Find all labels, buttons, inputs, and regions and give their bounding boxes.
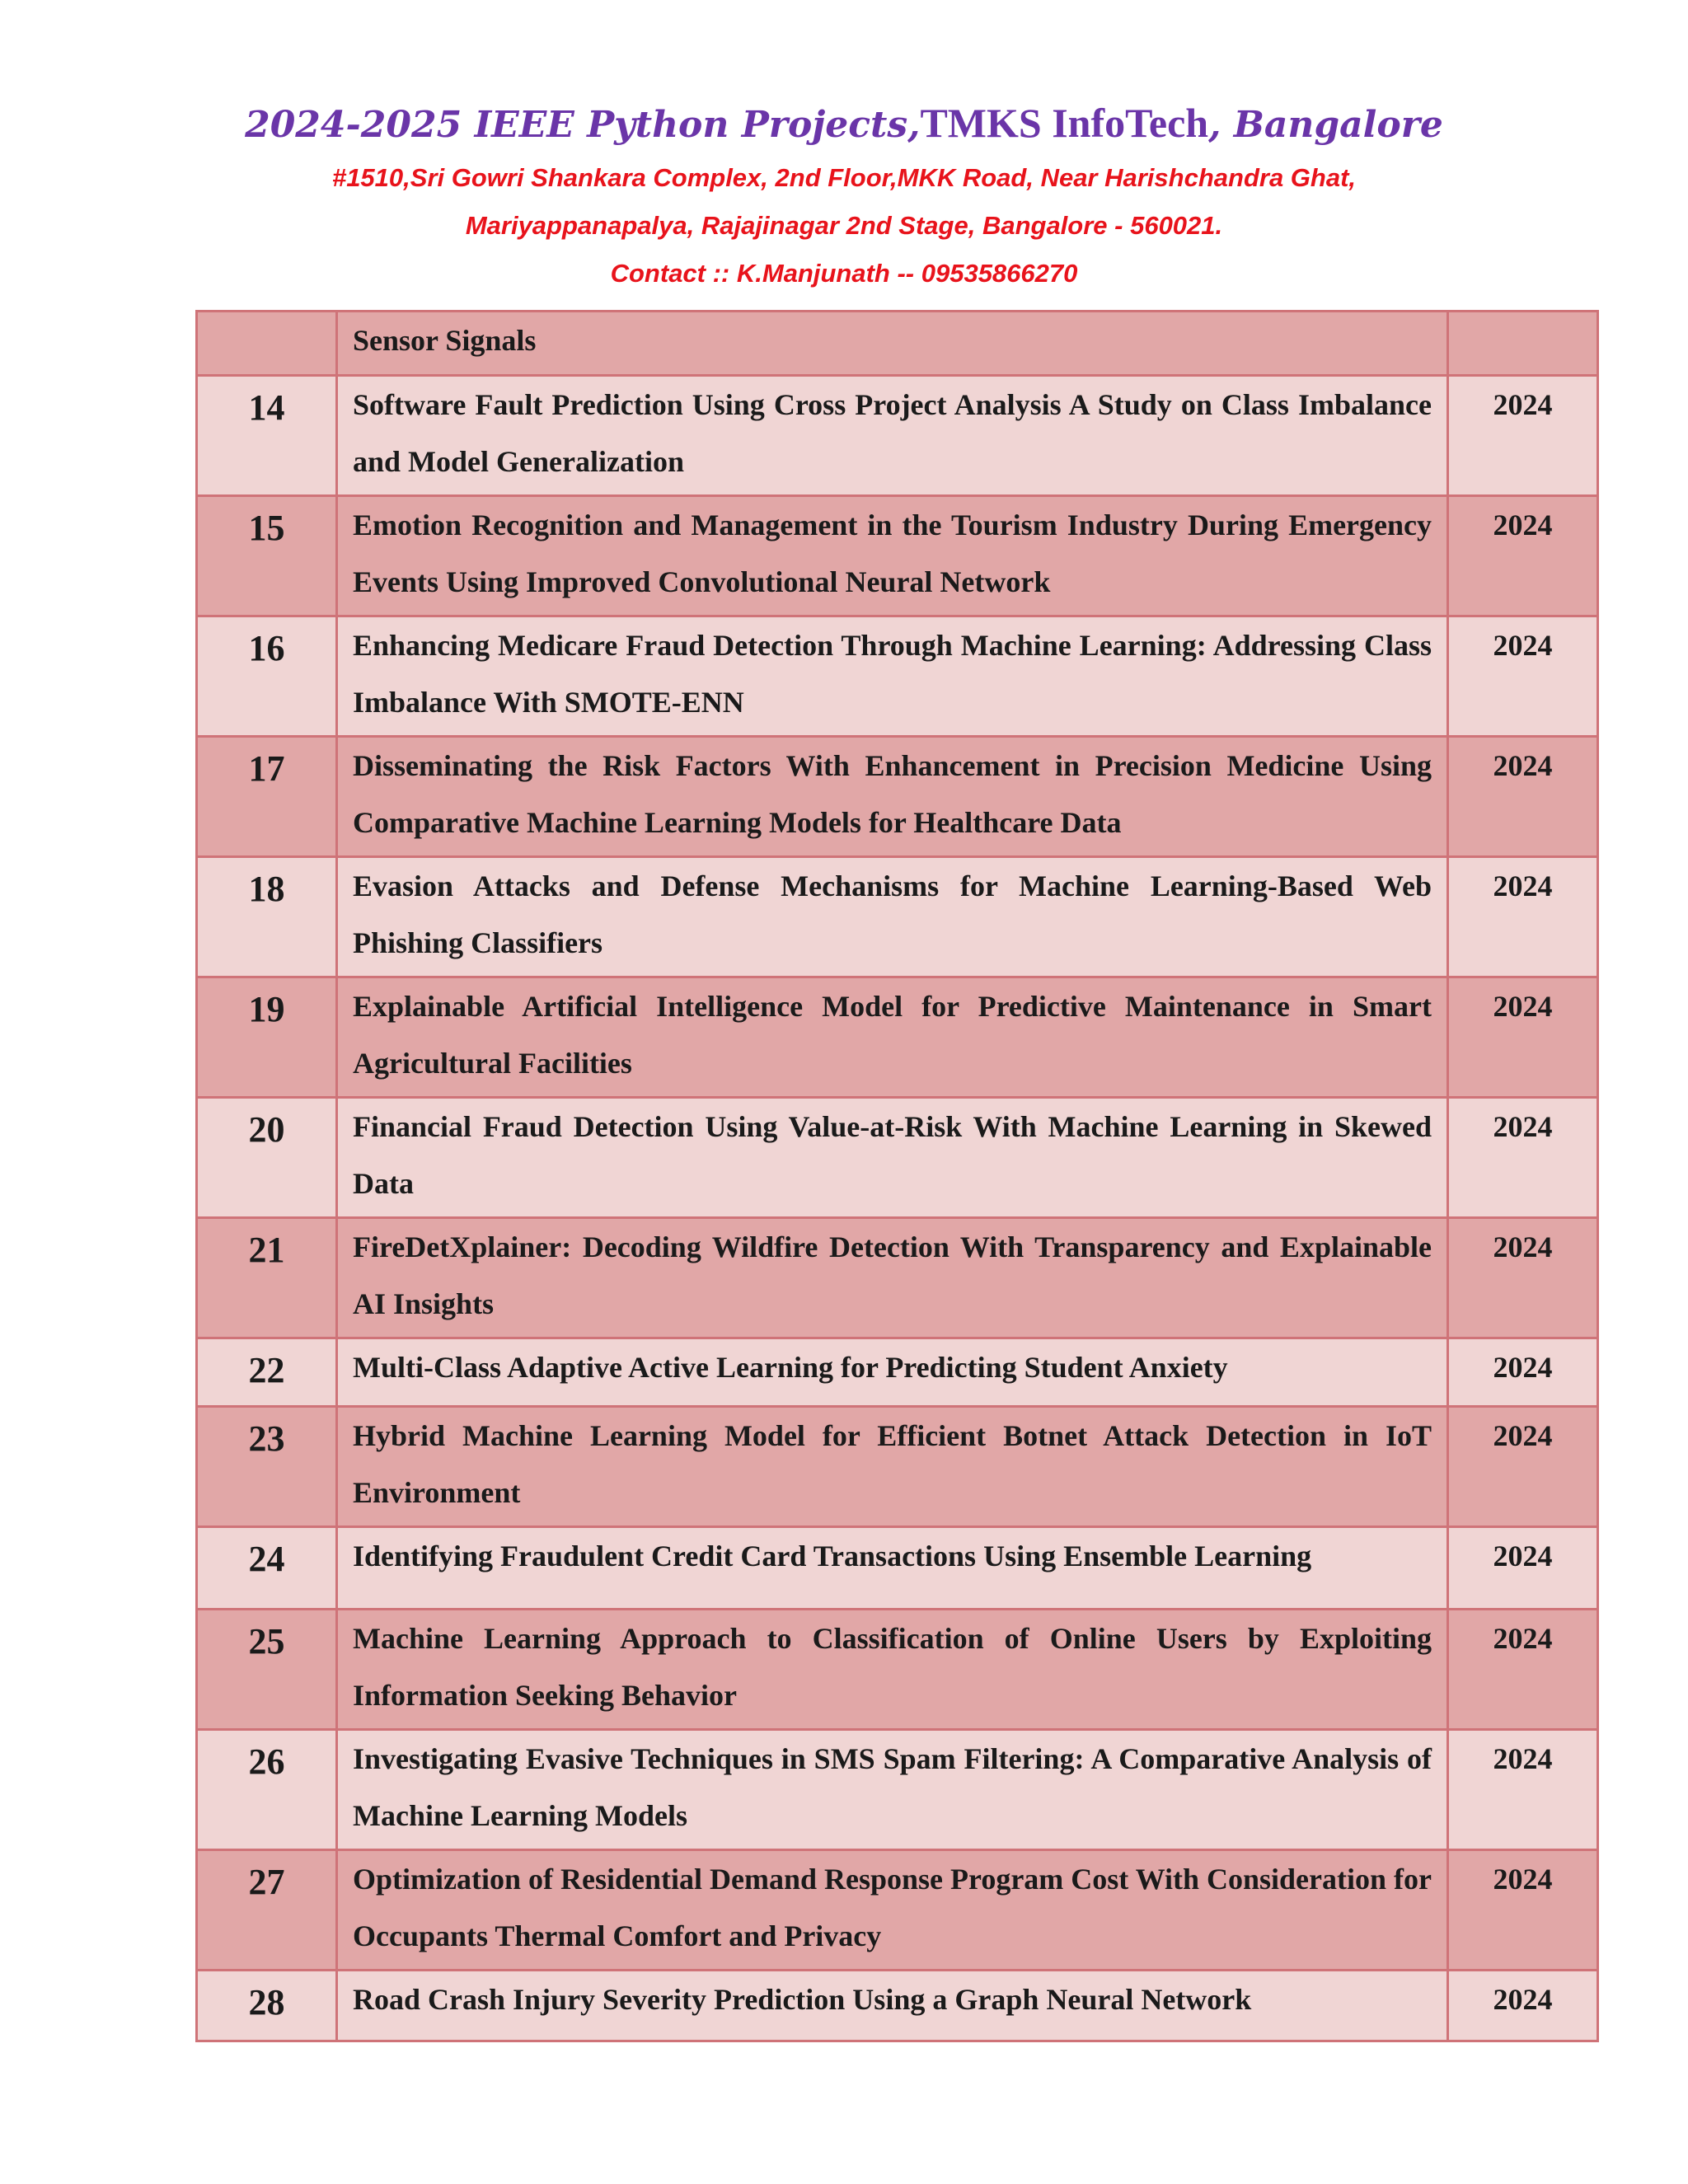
address-line-1: #1510,Sri Gowri Shankara Complex, 2nd Floor,MKK Road, Near Harishchandra Ghat,	[331, 163, 1357, 192]
project-title: Hybrid Machine Learning Model for Efficient Botnet Attack Detection in IoT Environment	[337, 1407, 1448, 1527]
table-row	[197, 1218, 1598, 1338]
table-row	[197, 857, 1598, 977]
project-title: Investigating Evasive Techniques in SMS Spam Filtering: A Comparative Analysis of Machine Learning Models	[337, 1730, 1448, 1850]
row-number: 20	[197, 1098, 337, 1218]
row-number: 19	[197, 977, 337, 1098]
title-right: , Bangalore	[1208, 104, 1443, 146]
row-number: 23	[197, 1407, 337, 1527]
project-year: 2024	[1448, 1610, 1598, 1730]
table-row	[197, 1527, 1598, 1610]
title-left: 2024-2025 IEEE Python Projects,	[245, 104, 921, 146]
project-year: 2024	[1448, 737, 1598, 857]
project-title: Disseminating the Risk Factors With Enhancement in Precision Medicine Using Comparative Machine Learning Models for Healthcare Data	[337, 737, 1448, 857]
project-year: 2024	[1448, 857, 1598, 977]
project-year: 2024	[1448, 1218, 1598, 1338]
project-title: FireDetXplainer: Decoding Wildfire Detection With Transparency and Explainable AI Insights	[337, 1218, 1448, 1338]
address-line-2: Mariyappanapalya, Rajajinagar 2nd Stage, Bangalore - 560021.	[465, 211, 1223, 240]
project-year: 2024	[1448, 616, 1598, 737]
project-title: Identifying Fraudulent Credit Card Transactions Using Ensemble Learning	[337, 1527, 1448, 1610]
project-title: Road Crash Injury Severity Prediction Using a Graph Neural Network	[337, 1971, 1448, 2041]
row-number: 28	[197, 1971, 337, 2041]
project-year: 2024	[1448, 496, 1598, 616]
document-title	[0, 97, 1688, 151]
project-year: 2024	[1448, 977, 1598, 1098]
table-row	[197, 1407, 1598, 1527]
project-year: 2024	[1448, 1730, 1598, 1850]
company-name: TMKS InfoTech	[920, 100, 1209, 146]
table-row	[197, 1971, 1598, 2041]
table-row	[197, 977, 1598, 1098]
document-header	[0, 97, 1688, 298]
project-year: 2024	[1448, 376, 1598, 496]
table-row	[197, 1338, 1598, 1407]
project-title: Multi-Class Adaptive Active Learning for Predicting Student Anxiety	[337, 1338, 1448, 1407]
project-title: Financial Fraud Detection Using Value-at-Risk With Machine Learning in Skewed Data	[337, 1098, 1448, 1218]
project-title: Evasion Attacks and Defense Mechanisms for Machine Learning-Based Web Phishing Classifiers	[337, 857, 1448, 977]
row-number: 22	[197, 1338, 337, 1407]
table-row	[197, 376, 1598, 496]
row-number: 18	[197, 857, 337, 977]
table-row	[197, 1850, 1598, 1971]
row-number: 14	[197, 376, 337, 496]
table-row	[197, 1610, 1598, 1730]
project-title: Explainable Artificial Intelligence Model for Predictive Maintenance in Smart Agricultural Facilities	[337, 977, 1448, 1098]
project-year: 2024	[1448, 1527, 1598, 1610]
project-year	[1448, 312, 1598, 376]
row-number: 25	[197, 1610, 337, 1730]
project-title: Sensor Signals	[337, 312, 1448, 376]
table-row	[197, 312, 1598, 376]
contact-line: Contact :: K.Manjunath -- 09535866270	[610, 259, 1078, 288]
row-number: 26	[197, 1730, 337, 1850]
row-number: 17	[197, 737, 337, 857]
table-row	[197, 496, 1598, 616]
project-title: Enhancing Medicare Fraud Detection Through Machine Learning: Addressing Class Imbalance With SMOTE-ENN	[337, 616, 1448, 737]
row-number: 15	[197, 496, 337, 616]
table-row	[197, 1730, 1598, 1850]
row-number: 21	[197, 1218, 337, 1338]
project-title: Optimization of Residential Demand Response Program Cost With Consideration for Occupants Thermal Comfort and Privacy	[337, 1850, 1448, 1971]
row-number	[197, 312, 337, 376]
project-year: 2024	[1448, 1098, 1598, 1218]
table-row	[197, 616, 1598, 737]
project-title: Machine Learning Approach to Classification of Online Users by Exploiting Information Seeking Behavior	[337, 1610, 1448, 1730]
row-number: 27	[197, 1850, 337, 1971]
project-year: 2024	[1448, 1850, 1598, 1971]
project-year: 2024	[1448, 1971, 1598, 2041]
row-number: 24	[197, 1527, 337, 1610]
project-year: 2024	[1448, 1338, 1598, 1407]
table-row	[197, 1098, 1598, 1218]
table-row	[197, 737, 1598, 857]
project-title: Emotion Recognition and Management in the Tourism Industry During Emergency Events Using Improved Convolutional Neural Network	[337, 496, 1448, 616]
row-number: 16	[197, 616, 337, 737]
projects-table	[195, 310, 1599, 2042]
project-title: Software Fault Prediction Using Cross Project Analysis A Study on Class Imbalance and Model Generalization	[337, 376, 1448, 496]
project-year: 2024	[1448, 1407, 1598, 1527]
